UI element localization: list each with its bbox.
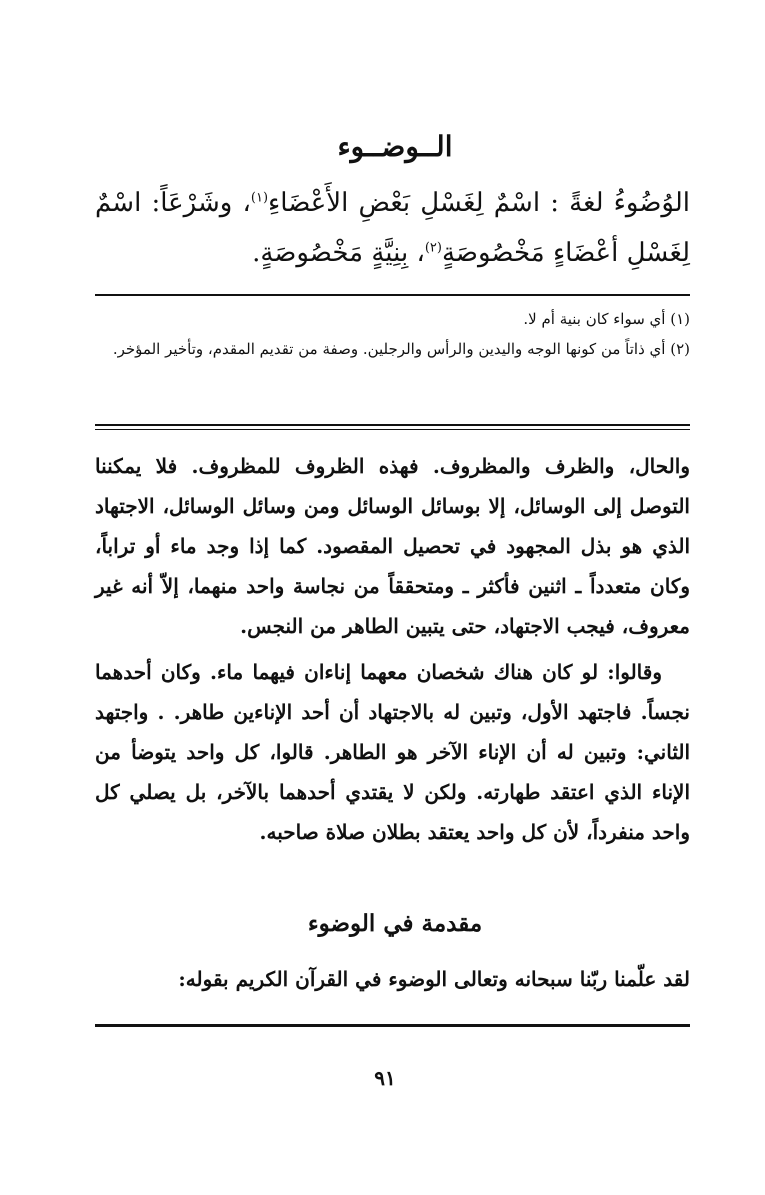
- definition-text-part-1: الوُضُوءُ لغةً : اسْمٌ لِغَسْلِ بَعْضِ الأَعْضَاءِ: [268, 188, 690, 218]
- footnotes: [95, 306, 690, 366]
- body-paragraph-2: وقالوا: لو كان هناك شخصان معهما إناءان فيهما ماء. وكان أحدهما نجساً. فاجتهد الأول، وتبين له بالاجتهاد أن أحد الإناءين طاهر. . واجتهد الثاني: وتبين له أن الإناء الآخر هو الطاهر. قالوا، كل واحد يتوضأ من الإناء الذي اعتقد طهارته. ولكن لا يقتدي أحدهما بالآخر، بل يصلي كل واحد منفرداً، لأن كل واحد يعتقد بطلان صلاة صاحبه.: [95, 660, 690, 844]
- section-divider-bottom-line: [95, 429, 690, 430]
- body-paragraph-1: والحال، والظرف والمظروف. فهذه الظروف للمظروف. فلا يمكننا التوصل إلى الوسائل، إلا بوسائل الوسائل ومن وسائل الوسائل، الاجتهاد الذي هو بذل المجهود في تحصيل المقصود. كما إذا وجد ماء أو تراباً، وكان متعدداً ـ اثنين فأكثر ـ ومتحققاً من نجاسة واحد منهما، إلاّ أنه غير معروف، فيجب الاجتهاد، حتى يتبين الطاهر من النجس.: [95, 454, 691, 638]
- footnote-marker-1: (١): [250, 190, 269, 206]
- footnote-1: (١) أي سواء كان بنية أم لا.: [523, 310, 690, 328]
- page-title: الــوضــوء: [337, 130, 453, 163]
- footnote-separator: [95, 294, 690, 296]
- definition-paragraph: [95, 178, 690, 278]
- bottom-rule: [95, 1024, 690, 1027]
- footnote-marker-2: (٢): [424, 240, 442, 256]
- body-paragraph-3: لقد علّمنا ربّنا سبحانه وتعالى الوضوء في القرآن الكريم بقوله:: [178, 967, 690, 991]
- definition-text-part-2: ، وشَرْعَاً: اسْمٌ لِغَسْلِ أعْضَاءٍ مَخْصُوصَةٍ: [95, 188, 690, 268]
- footnote-2: (٢) أي ذاتاً من كونها الوجه واليدين والرأس والرجلين. وصفة من تقديم المقدم، وتأخير المؤخر.: [112, 340, 690, 358]
- definition-text-part-3: ، بِنِيَّةٍ مَخْصُوصَةٍ.: [252, 238, 425, 268]
- page-number: ٩١: [374, 1066, 396, 1090]
- section-heading: مقدمة في الوضوء: [307, 910, 483, 937]
- section-divider-top-line: [95, 424, 690, 426]
